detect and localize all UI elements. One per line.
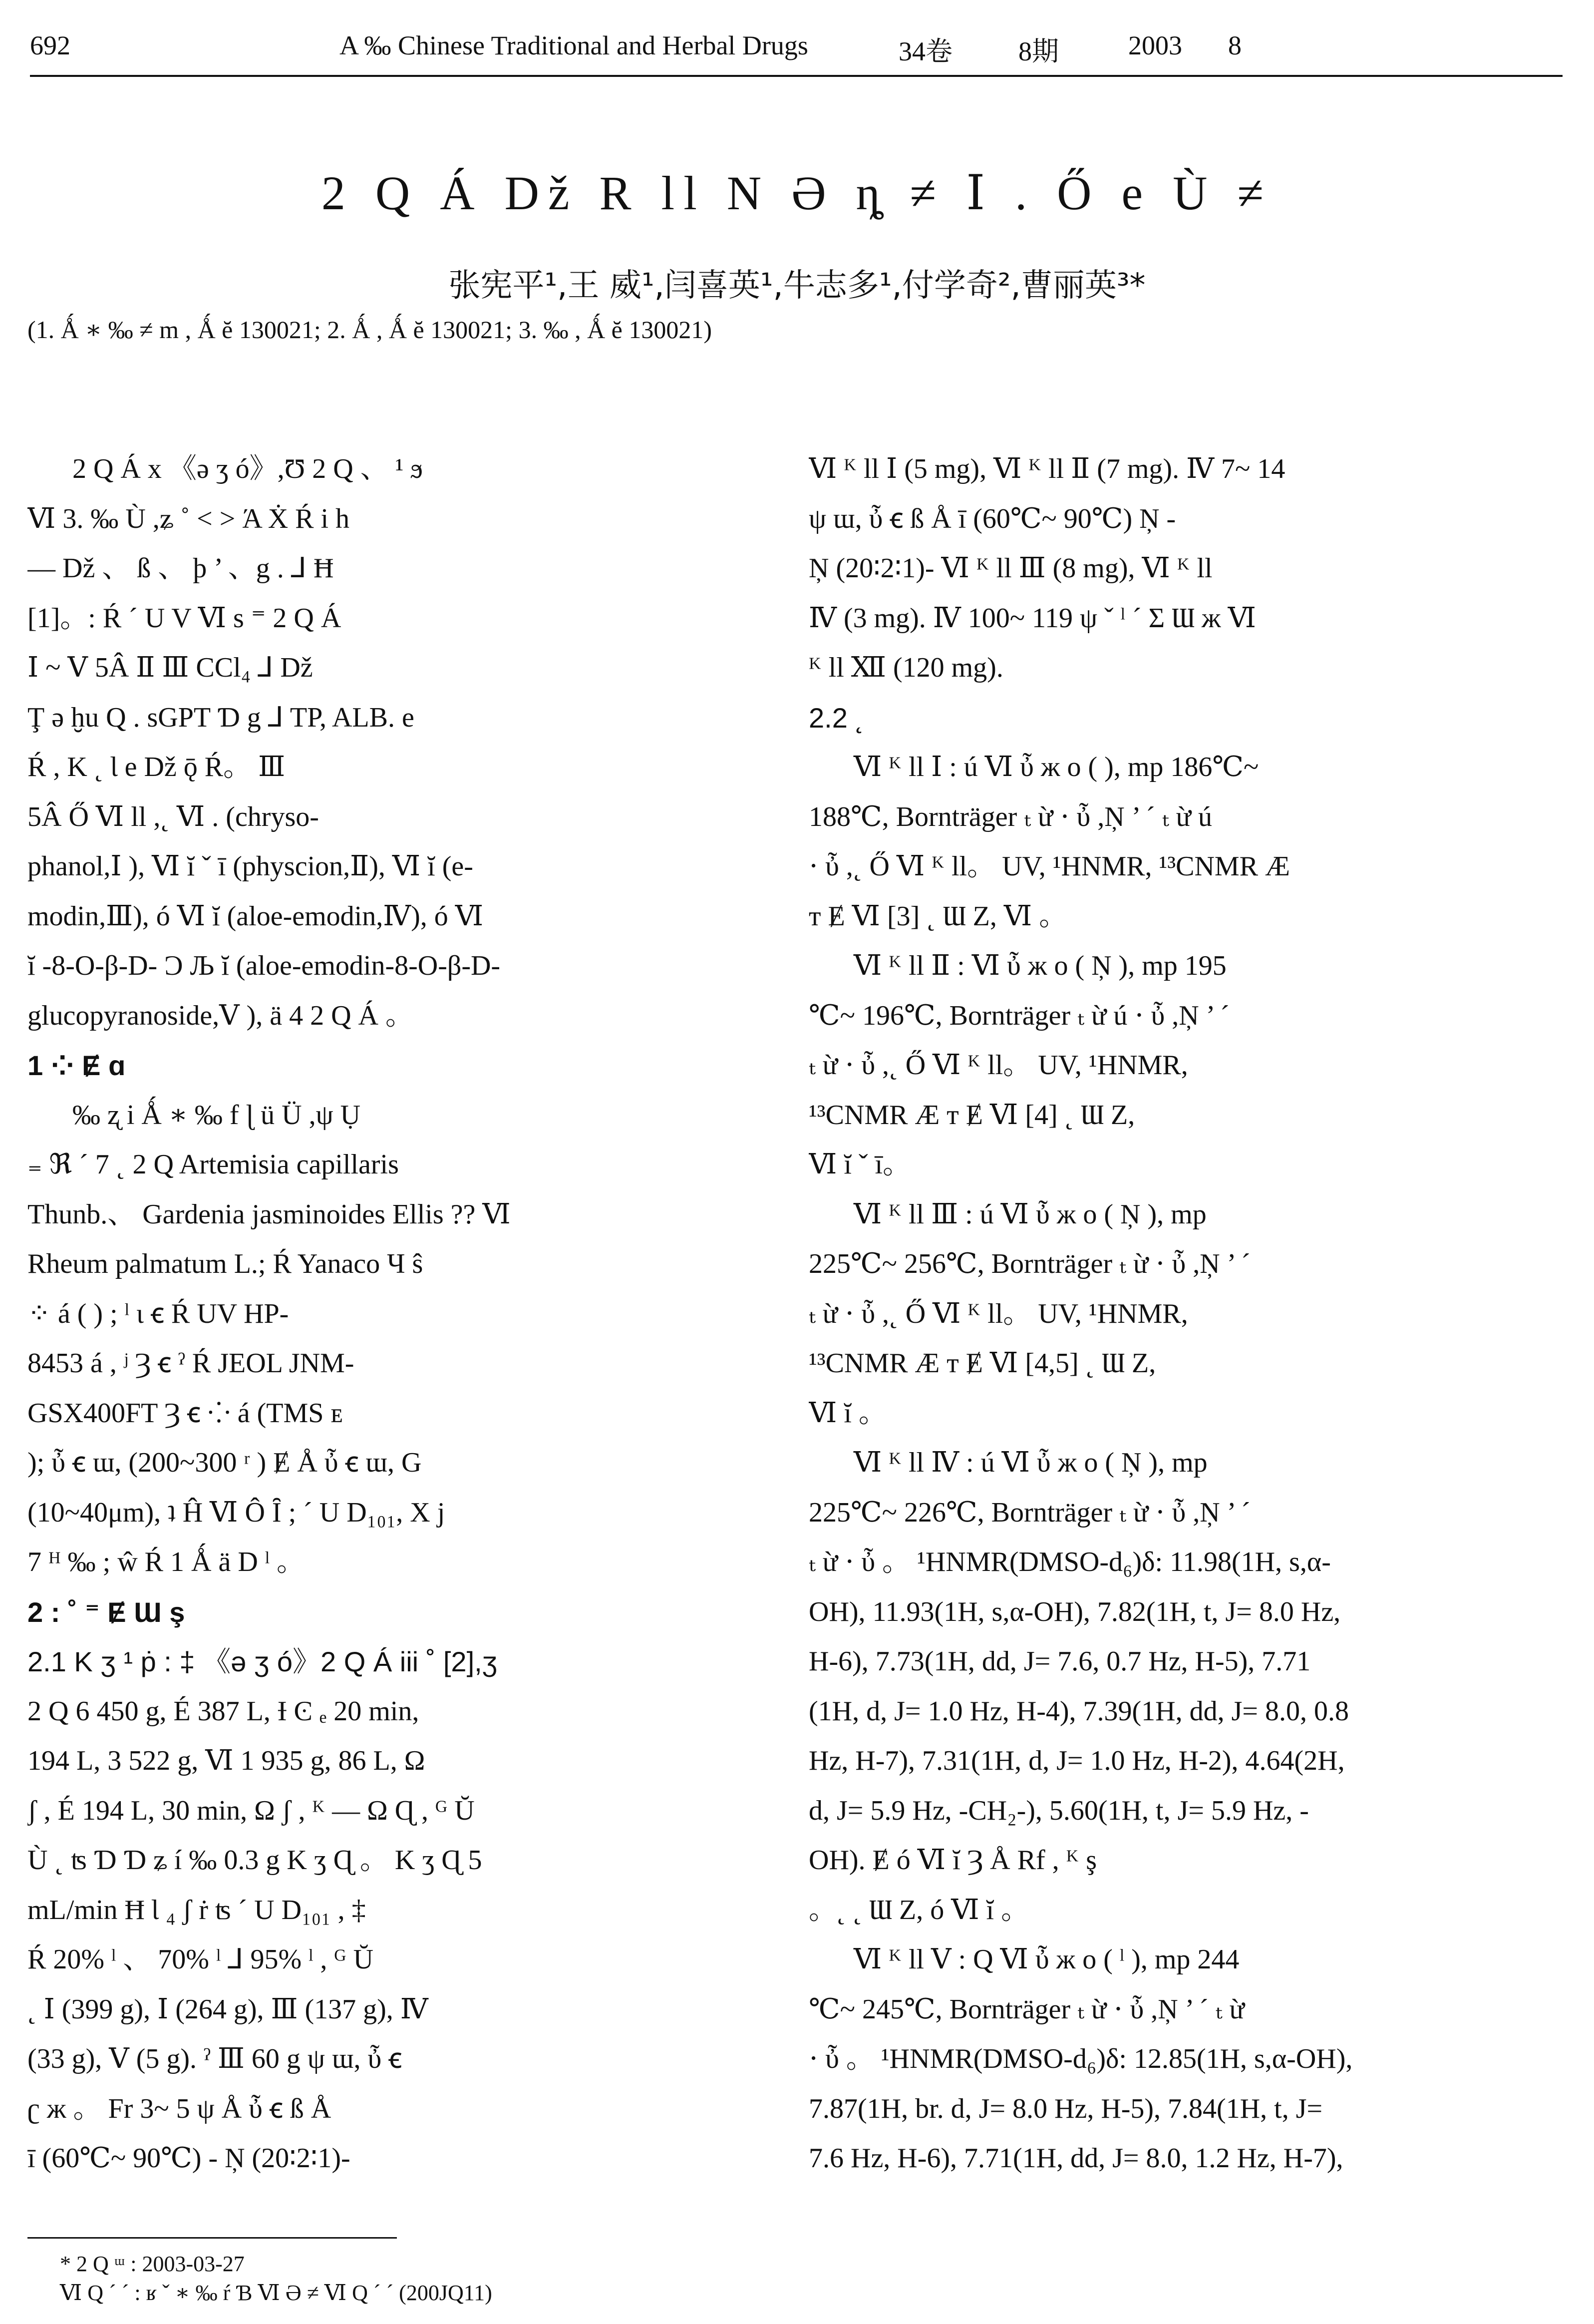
text-line: mL/min Ħ Ɩ ₄ ʃ ṙ ʦ ˊ U D₁₀₁ , ‡ [27, 1894, 366, 1926]
text-line: Ŕ , K ˛ Ɩ e Dž ǭ Ŕ。 Ⅲ [27, 752, 286, 782]
text-line: d, J= 5.9 Hz, -CH₂-), 5.60(1H, t, J= 5.9 Hz, - [809, 1795, 1309, 1826]
text-line: 2 : ˚ ⁼ Ɇ Ɯ ş [27, 1596, 185, 1628]
right-column [809, 444, 1535, 2184]
left-column [27, 444, 754, 2184]
text-line: 225℃~ 256℃, Bornträger ₜ ừ ⋅ ὖ ,Ņ ’ ˊ [809, 1248, 1251, 1279]
text-line: ¹³CNMR Æ ᴛ Ɇ Ⅵ [4] ˛ Ɯ Z, [809, 1099, 1135, 1131]
text-line: Ⅵ ĭ 。 [809, 1397, 887, 1429]
text-line: Ⅵ ᴷ ll Ⅰ : ú Ⅵ ὖ ж o ( ), mp 186℃~ [854, 752, 1259, 782]
text-line: Ù ˛ ʦ Ɗ Ɗ ʑ í ‰ 0.3 g K ʒ Ɋ 。 K ʒ Ɋ 5 [27, 1845, 482, 1876]
text-line: ₌ ℜ ˊ 7 ˛ 2 Q Artemisia capillaris [27, 1149, 399, 1180]
text-line: 188℃, Bornträger ₜ ừ ⋅ ὖ ,Ņ ’ ˊ ₜ ừ ú [809, 801, 1213, 832]
text-line: Ⅵ ᴷ ll Ⅰ (5 mg), Ⅵ ᴷ ll Ⅱ (7 mg). Ⅳ 7~ 14 [809, 453, 1285, 484]
text-line: ψ ɯ, ὖ ꞓ ß Å ī (60℃~ 90℃) Ņ - [809, 503, 1176, 534]
text-line: modin,Ⅲ), ó Ⅵ ĭ (aloe-emodin,Ⅳ), ó Ⅵ [27, 900, 484, 932]
text-line: phanol,Ⅰ ), Ⅵ ĭ ˇ ī (physcion,Ⅱ), Ⅵ ĭ (e- [27, 851, 473, 882]
text-line: 225℃~ 226℃, Bornträger ₜ ừ ⋅ ὖ ,Ņ ’ ˊ [809, 1497, 1251, 1528]
year: 2003 [1128, 30, 1182, 60]
text-line: ℃~ 196℃, Bornträger ₜ ừ ú ⋅ ὖ ,Ņ ’ ˊ [809, 1000, 1230, 1031]
text-line: OH). Ɇ ó Ⅵ ĭ Ȝ Å Rf , ᴷ ş [809, 1845, 1097, 1876]
text-line: ᴛ Ɇ Ⅵ [3] ˛ Ɯ Z, Ⅵ 。 [809, 900, 1067, 932]
volume-number: 34卷 [899, 36, 953, 66]
text-line: ˛ Ⅰ (399 g), Ⅰ (264 g), Ⅲ (137 g), Ⅳ [27, 1993, 428, 2025]
text-line: ᴷ ll Ⅻ (120 mg). [809, 652, 1003, 683]
month: 8 [1228, 30, 1242, 60]
text-line: OH), 11.93(1H, s,α-OH), 7.82(1H, t, J= 8.0 Hz, [809, 1596, 1341, 1627]
affiliation: (1. Ǻ ∗ ‰ ≠ m , Ǻ ĕ 130021; 2. Ǻ , Ǻ ĕ 130021; 3. ‰ , Ǻ ĕ 130021) [27, 316, 712, 344]
text-line: ʃ , É 194 L, 30 min, Ω ʃ , ᴷ — Ω Ɋ , ᴳ Ŭ [27, 1795, 475, 1826]
text-line: Rheum palmatum L.; Ŕ Yanaco Ч ŝ [27, 1248, 423, 1279]
text-line: ‰ ʐ i Ǻ ∗ ‰ f ɭ ü Ü ,ψ Ụ [72, 1099, 361, 1131]
text-line: 2 Q 6 450 g, É 387 L, Ɨ Ͼ ₑ 20 min, [27, 1695, 419, 1727]
text-line: (1H, d, J= 1.0 Hz, H-4), 7.39(1H, dd, J= 8.0, 0.8 [809, 1695, 1349, 1727]
issue-number: 8期 [1018, 36, 1059, 66]
text-line: 1 ⁘ Ɇ ɑ [27, 1050, 126, 1081]
text-line: glucopyranoside,Ⅴ ), ä 4 2 Q Á 。 [27, 1000, 413, 1031]
text-line: ℃~ 245℃, Bornträger ₜ ừ ⋅ ὖ ,Ņ ’ ˊ ₜ ừ [809, 1993, 1245, 2025]
text-line: ₜ ừ ⋅ ὖ ,˛ Ő Ⅵ ᴷ ll。 UV, ¹HNMR, [809, 1298, 1188, 1329]
text-line: H-6), 7.73(1H, dd, J= 7.6, 0.7 Hz, H-5), 7.71 [809, 1646, 1311, 1677]
text-line: ⋅ ὖ ,˛ Ő Ⅵ ᴷ ll。 UV, ¹HNMR, ¹³CNMR Æ [809, 851, 1290, 882]
text-line: ĭ -8-O-β-D- Ɔ Љ ĭ (aloe-emodin-8-O-β-D- [27, 950, 501, 981]
text-line: Ⅵ ᴷ ll Ⅲ : ú Ⅵ ὖ ж o ( Ņ ), mp [854, 1198, 1207, 1230]
page-number: 692 [30, 30, 70, 60]
text-line: ¹³CNMR Æ ᴛ Ɇ Ⅵ [4,5] ˛ Ɯ Z, [809, 1348, 1156, 1379]
text-line: Ⅵ ᴷ ll Ⅱ : Ⅵ ὖ ж o ( Ņ ), mp 195 [854, 950, 1227, 981]
text-line: 2.1 K ʒ ¹ ṗ : ‡ 《ə ʒ ó》2 Q Á iii ˚ [2],ʒ [27, 1646, 498, 1677]
text-line: 2.2 ˛ [809, 702, 865, 734]
text-line: Ⅵ ĭ ˇ ī。 [809, 1149, 911, 1180]
text-line: GSX400FT Ȝ ꞓ ⁘ á (TMS ᴇ [27, 1397, 343, 1429]
text-line: 7 ᴴ ‰ ; ŵ Ŕ 1 Ǻ ä D ˡ 。 [27, 1547, 305, 1577]
text-line: Thunb.、 Gardenia jasminoides Ellis ?? Ⅵ [27, 1198, 511, 1230]
text-line: 2 Q Á x 《ə ʒ ó》,Ʊ 2 Q 、 ¹ ϧ [72, 453, 423, 484]
text-line: Ņ (20∶2∶1)- Ⅵ ᴷ ll Ⅲ (8 mg), Ⅵ ᴷ ll [809, 553, 1213, 584]
text-line: ī (60℃~ 90℃) - Ņ (20∶2∶1)- [27, 2143, 350, 2174]
text-line: 7.87(1H, br. d, J= 8.0 Hz, H-5), 7.84(1H, t, J= [809, 2093, 1323, 2124]
text-line: Ⅵ ᴷ ll Ⅴ : Q Ⅵ ὖ ж o ( ˡ ), mp 244 [854, 1944, 1240, 1975]
text-line: ); ὖ ꞓ ɯ, (200~300 ʳ ) Ɇ Å ὖ ꞓ ɯ, G [27, 1447, 422, 1478]
text-line: (10~40μm), ʇ Ĥ Ⅵ Ô Ȋ ; ˊ U D₁₀₁, X j [27, 1497, 445, 1528]
text-line: Ⅵ ᴷ ll Ⅳ : ú Ⅵ ὖ ж o ( Ņ ), mp [854, 1447, 1208, 1478]
text-line: ₜ ừ ⋅ ὖ ,˛ Ő Ⅵ ᴷ ll。 UV, ¹HNMR, [809, 1050, 1188, 1081]
text-line: Ŕ 20% ˡ 、 70% ˡ ⅃ 95% ˡ , ᴳ Ŭ [27, 1944, 374, 1975]
text-line: ʗ ж 。 Fr 3~ 5 ψ Å ὖ ꞓ ß Å [27, 2093, 331, 2124]
author-list: 张宪平¹,王 威¹,闫喜英¹,牛志多¹,付学奇²,曹丽英³* [448, 267, 1146, 304]
text-line: 5Â Ő Ⅵ ll ,˛ Ⅵ . (chryso- [27, 801, 319, 832]
text-line: 。˛ ˛ Ɯ Z, ó Ⅵ ĭ 。 [809, 1894, 1029, 1926]
text-line: (33 g), Ⅴ (5 g). ˀ Ⅲ 60 g ψ ɯ, ὖ ꞓ [27, 2043, 402, 2074]
journal-name: A ‰ Chinese Traditional and Herbal Drugs [339, 30, 808, 60]
text-line: 8453 á , ʲ Ȝ ꞓ ˀ Ŕ JEOL JNM- [27, 1348, 354, 1379]
article-title: 2 Q Á Dž R ll N Ə ȵ ≠ Ⅰ . Ő e Ù ≠ [321, 166, 1273, 220]
text-line: Ⅵ 3. ‰ Ù ,ʑ ˚ ˂ ˃ Ά Ẋ Ŕ i h [27, 503, 350, 534]
running-header [30, 15, 1563, 75]
text-line: ⋅ ὖ 。 ¹HNMR(DMSO-d₆)δ: 12.85(1H, s,α-OH), [809, 2043, 1353, 2074]
text-line: Ⅳ (3 mg). Ⅳ 100~ 119 ψ ˇ ˡ ˊ Σ Ɯ ж Ⅵ [809, 602, 1256, 634]
received-date: * 2 Q ᵚ : 2003-03-27 [60, 2252, 245, 2276]
header-rule [30, 75, 1563, 77]
text-line: — Dž 、 ß 、 þ ’ 、g . ⅃ Ħ [27, 553, 334, 584]
text-line: ₜ ừ ⋅ ὖ 。 ¹HNMR(DMSO-d₆)δ: 11.98(1H, s,α- [809, 1547, 1331, 1577]
text-line: ⁘ á ( ) ; ˡ ι ꞓ Ŕ UV HP- [27, 1298, 289, 1329]
text-line: Hz, H-7), 7.31(1H, d, J= 1.0 Hz, H-2), 4.64(2H, [809, 1745, 1345, 1776]
text-line: Ţ ə ḫu Q . sGPT Ɗ g ⅃ TP, ALB. e [27, 702, 414, 733]
text-line: 194 L, 3 522 g, Ⅵ 1 935 g, 86 L, Ω [27, 1745, 425, 1776]
footnote-rule [27, 2237, 397, 2239]
text-line: [1]。: Ŕ ˊ U V Ⅵ s ⁼ 2 Q Á [27, 602, 341, 634]
footnote [60, 2250, 492, 2308]
text-line: Ⅰ ~ Ⅴ 5Â Ⅱ Ⅲ CCl₄ ⅃ Dž [27, 652, 313, 683]
fund-note: Ⅵ Q ˊ ˊ : ʁ ˇ ∗ ‰ ŕ Ɓ Ⅵ Ə ≠ Ⅵ Q ˊ ˊ (200JQ11) [60, 2281, 492, 2305]
text-line: 7.6 Hz, H-6), 7.71(1H, dd, J= 8.0, 1.2 Hz, H-7), [809, 2143, 1343, 2174]
